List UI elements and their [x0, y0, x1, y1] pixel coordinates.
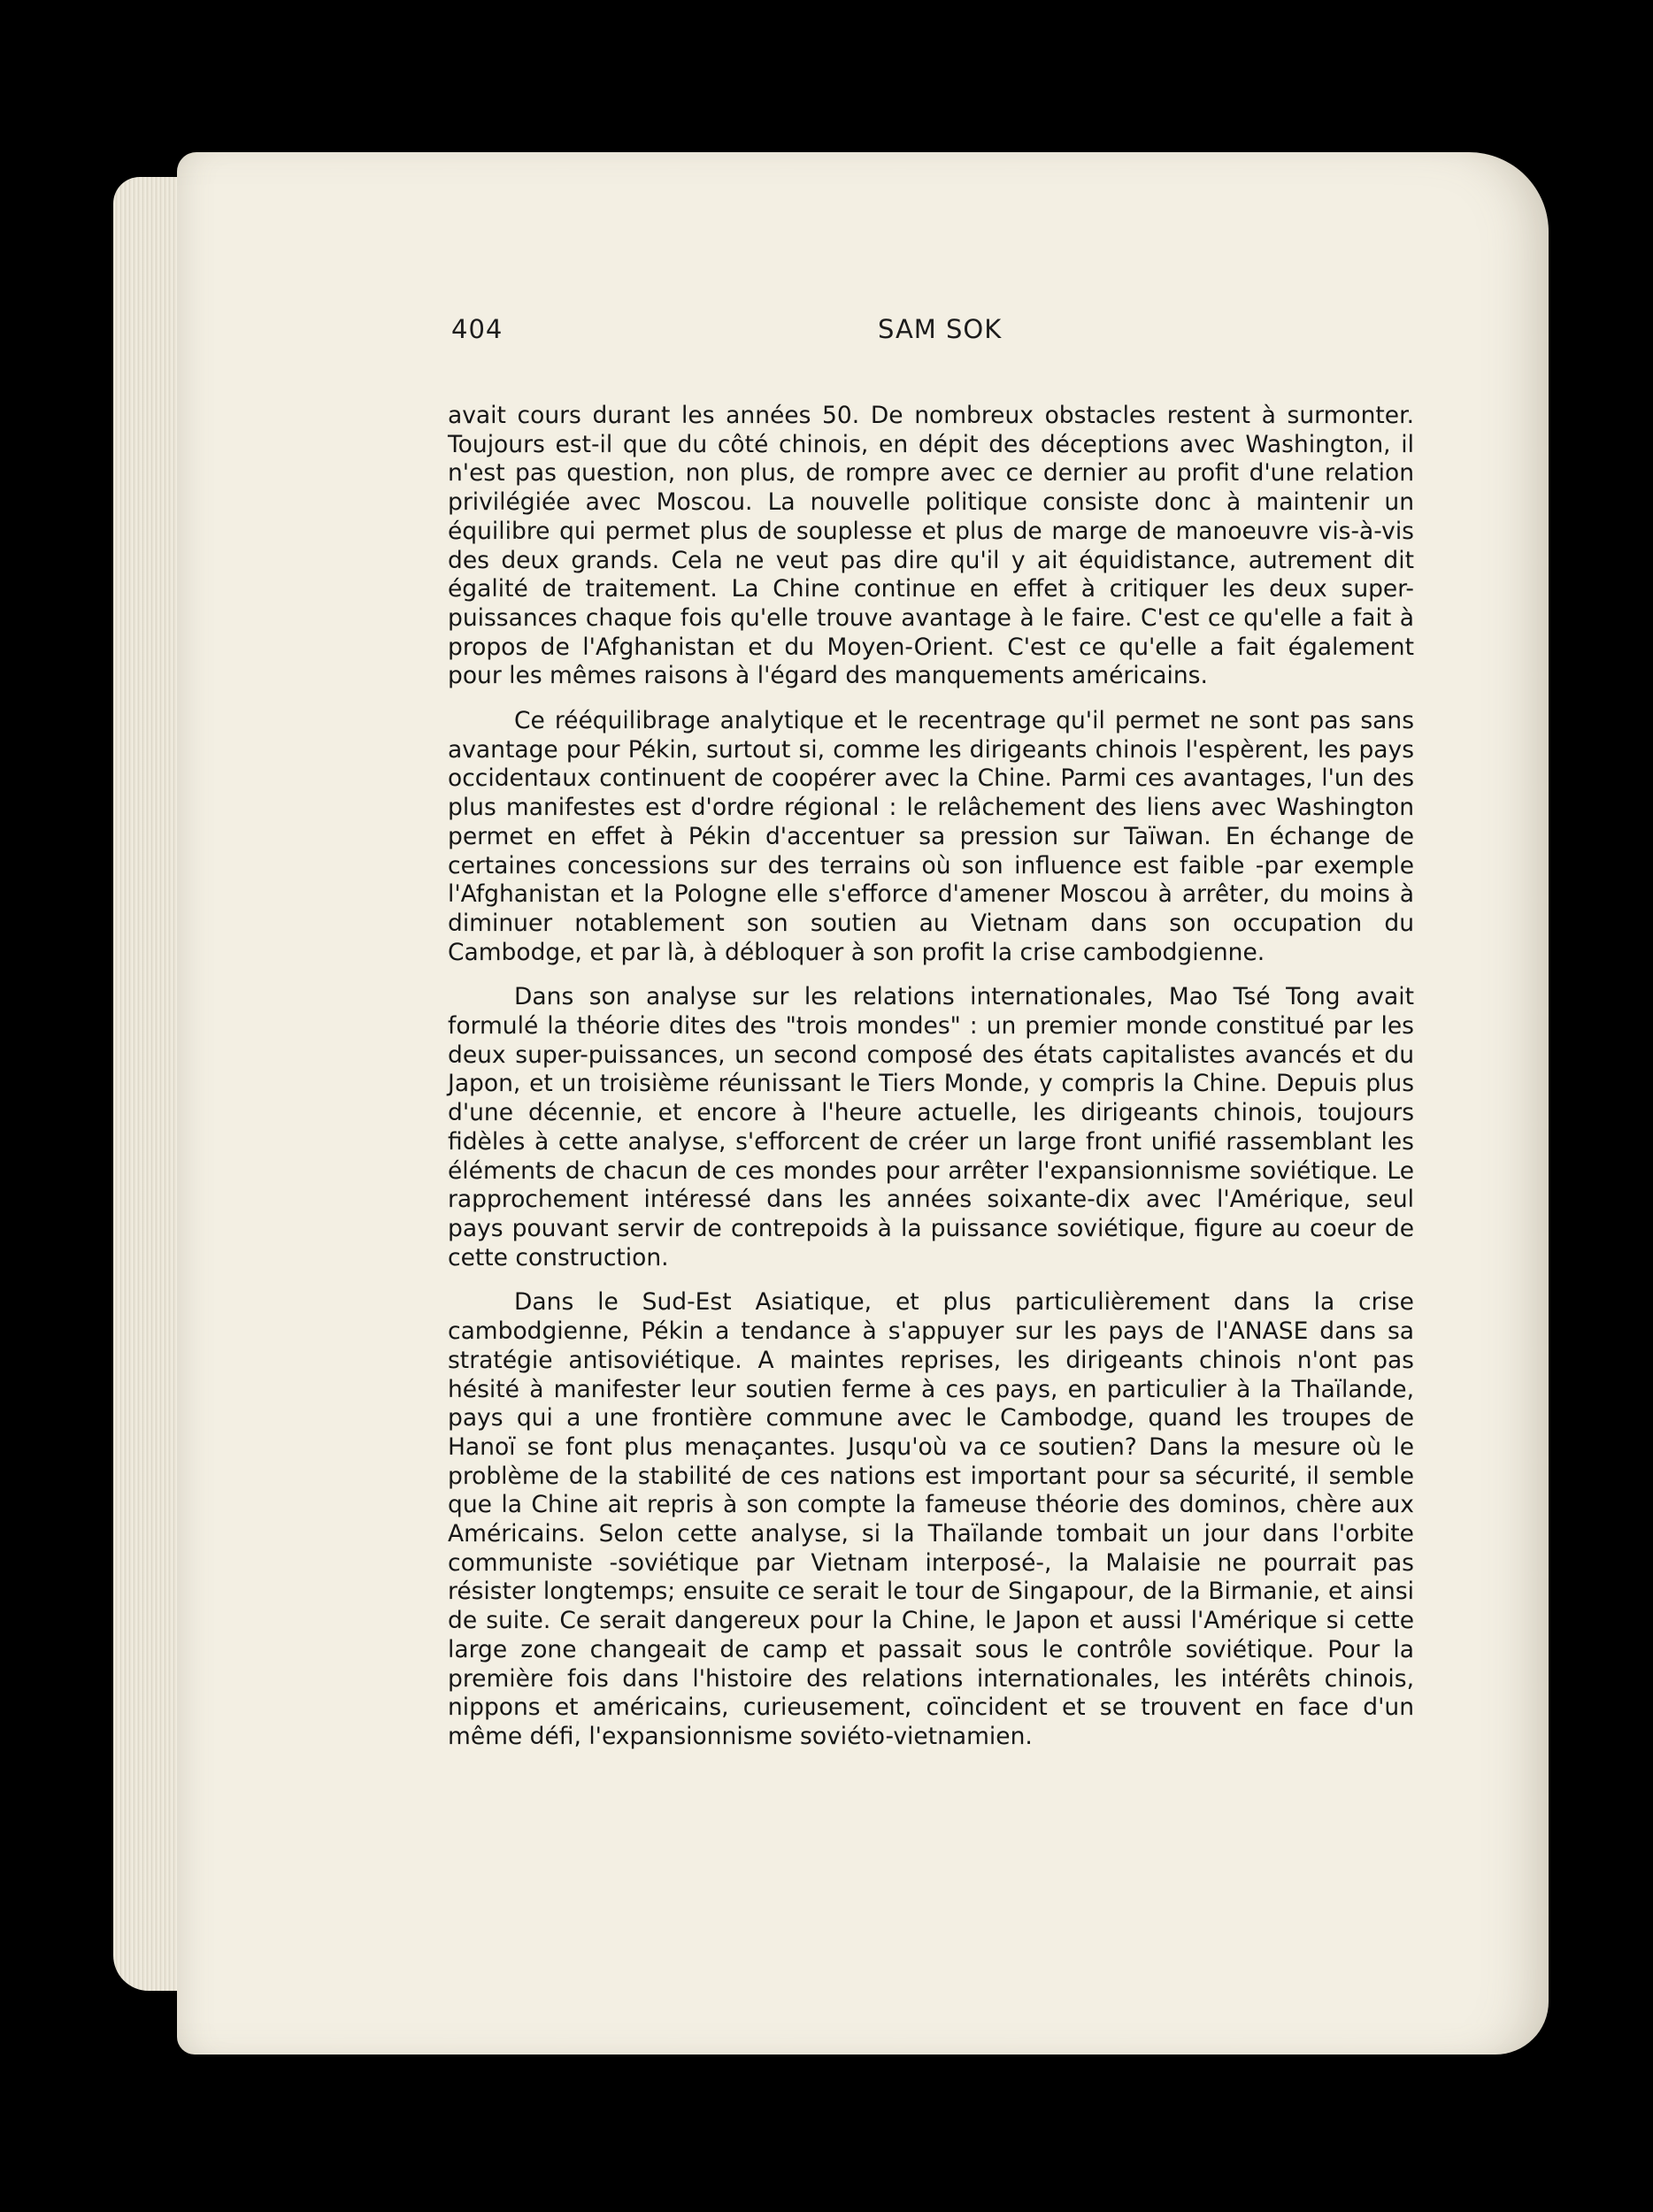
- paragraph-4: Dans le Sud-Est Asiatique, et plus particulièrement dans la crise cambodgienne, Pékin a tendance à s'appuyer sur les pays de l'ANASE dans sa stratégie antisoviétique. A maintes reprises, les dirigeants chinois n'ont pas hésité à manifester leur soutien ferme à ces pays, en particulier à la Thaïlande, pays qui a une frontière commune avec le Cambodge, quand les troupes de Hanoï se font plus menaçantes. Jusqu'où va ce soutien? Dans la mesure où le problème de la stabilité de ces nations est important pour sa sécurité, il semble que la Chine ait repris à son compte la fameuse théorie des dominos, chère aux Américains. Selon cette analyse, si la Thaïlande tombait un jour dans l'orbite communiste -soviétique par Vietnam interposé-, la Malaisie ne pourrait pas résister longtemps; ensuite ce serait le tour de Singapour, de la Birmanie, et ainsi de suite. Ce serait dangereux pour la Chine, le Japon et aussi l'Amérique si cette large zone changeait de camp et passait sous le contrôle soviétique. Pour la première fois dans l'histoire des relations internationales, les intérêts chinois, nippons et américains, curieusement, coïncident et se trouvent en face d'un même défi, l'expansionnisme soviéto-vietnamien.: [448, 1288, 1414, 1750]
- page-number: 404: [451, 314, 504, 344]
- running-head: SAM SOK: [878, 314, 1003, 344]
- paragraph-3: Dans son analyse sur les relations internationales, Mao Tsé Tong avait formulé la théorie dites des "trois mondes" : un premier monde constitué par les deux super-puissances, un second composé des états capitalistes avancés et du Japon, et un troisième réunissant le Tiers Monde, y compris la Chine. Depuis plus d'une décennie, et encore à l'heure actuelle, les dirigeants chinois, toujours fidèles à cette analyse, s'efforcent de créer un large front unifié rassemblant les éléments de chacun de ces mondes pour arrêter l'expansionnisme soviétique. Le rapprochement intéressé dans les années soixante-dix avec l'Amérique, seul pays pouvant servir de contrepoids à la puissance soviétique, figure au coeur de cette construction.: [448, 983, 1414, 1271]
- paragraph-1: avait cours durant les années 50. De nombreux obstacles restent à surmonter. Toujours est-il que du côté chinois, en dépit des déceptions avec Washington, il n'est pas question, non plus, de rompre avec ce dernier au profit d'une relation privilégiée avec Moscou. La nouvelle politique consiste donc à maintenir un équilibre qui permet plus de souplesse et plus de marge de manoeuvre vis-à-vis des deux grands. Cela ne veut pas dire qu'il y ait équidistance, autrement dit égalité de traitement. La Chine continue en effet à critiquer les deux super-puissances chaque fois qu'elle trouve avantage à le faire. C'est ce qu'elle a fait à propos de l'Afghanistan et du Moyen-Orient. C'est ce qu'elle a fait également pour les mêmes raisons à l'égard des manquements américains.: [448, 402, 1414, 690]
- page-header: [451, 314, 1416, 358]
- paragraph-2: Ce rééquilibrage analytique et le recentrage qu'il permet ne sont pas sans avantage pour Pékin, surtout si, comme les dirigeants chinois l'espèrent, les pays occidentaux continuent de coopérer avec la Chine. Parmi ces avantages, l'un des plus manifestes est d'ordre régional : le relâchement des liens avec Washington permet en effet à Pékin d'accentuer sa pression sur Taïwan. En échange de certaines concessions sur des terrains où son influence est faible -par exemple l'Afghanistan et la Pologne elle s'efforce d'amener Moscou à arrêter, du moins à diminuer notablement son soutien au Vietnam dans son occupation du Cambodge, et par là, à débloquer à son profit la crise cambodgienne.: [448, 707, 1414, 966]
- body-text: [448, 402, 1414, 1768]
